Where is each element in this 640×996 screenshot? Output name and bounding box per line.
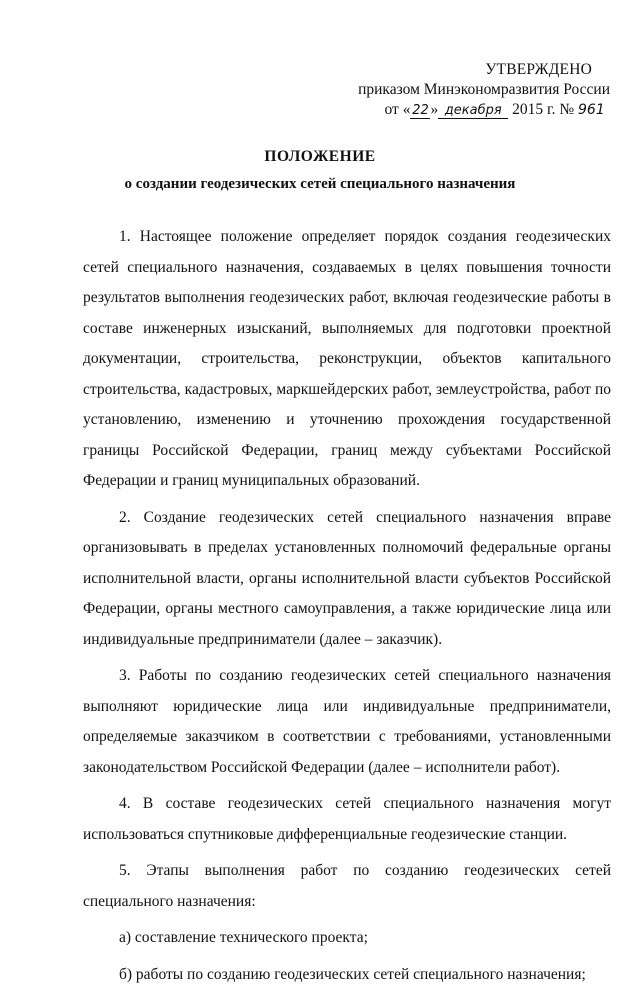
approval-stamp [310, 60, 610, 120]
approved-label: УТВЕРЖДЕНО [485, 61, 592, 78]
paragraph-1: 1. Настоящее положение определяет порядок создания геодезических сетей специального назначения, создаваемых в целях повышения точности результатов выполнения геодезических работ, включая геодезические работы в составе инженерных изысканий, выполняемых для подготовки проектной документации, строительства, реконструкции, объектов капитального строительства, кадастровых, маркшейдерских работ, землеустройства, работ по установлению, изменению и уточнению прохождения государственной границы Российской Федерации, границ между субъектами Российской Федерации и границ муниципальных образований. [83, 228, 611, 489]
handwritten-day: 22 [412, 103, 429, 118]
paragraph-5: 5. Этапы выполнения работ по созданию геодезических сетей специального назначения: [83, 862, 611, 910]
date-prefix: от « [384, 101, 411, 118]
list-item-a: а) составление технического проекта; [119, 929, 368, 946]
year-text: 2015 г. № [512, 101, 575, 118]
date-line [310, 100, 610, 120]
document-title: ПОЛОЖЕНИЕ [264, 148, 376, 165]
handwritten-month: декабря [438, 103, 508, 119]
date-mid: » [430, 101, 439, 118]
list-item-b: б) работы по созданию геодезических сетей специального назначения; [119, 965, 586, 983]
document-subtitle: о создании геодезических сетей специального назначения [124, 176, 516, 192]
handwritten-order-number: 961 [578, 102, 605, 118]
document-body [83, 222, 611, 996]
paragraph-3: 3. Работы по созданию геодезических сетей специального назначения выполняют юридические лица или индивидуальные предприниматели, определяемые заказчиком в соответствии с требованиями, установленными законодательством Российской Федерации (далее – исполнители работ). [83, 667, 611, 776]
order-line: приказом Минэкономразвития России [358, 81, 610, 98]
paragraph-2: 2. Создание геодезических сетей специального назначения вправе организовывать в пределах установленных полномочий федеральные органы исполнительной власти, органы исполнительной власти субъектов Российской Федерации, органы местного самоуправления, а также юридические лица или индивидуальные предприниматели (далее – заказчик). [83, 508, 611, 648]
paragraph-4: 4. В составе геодезических сетей специального назначения могут использоваться спутниковые дифференциальные геодезические станции. [83, 795, 611, 843]
